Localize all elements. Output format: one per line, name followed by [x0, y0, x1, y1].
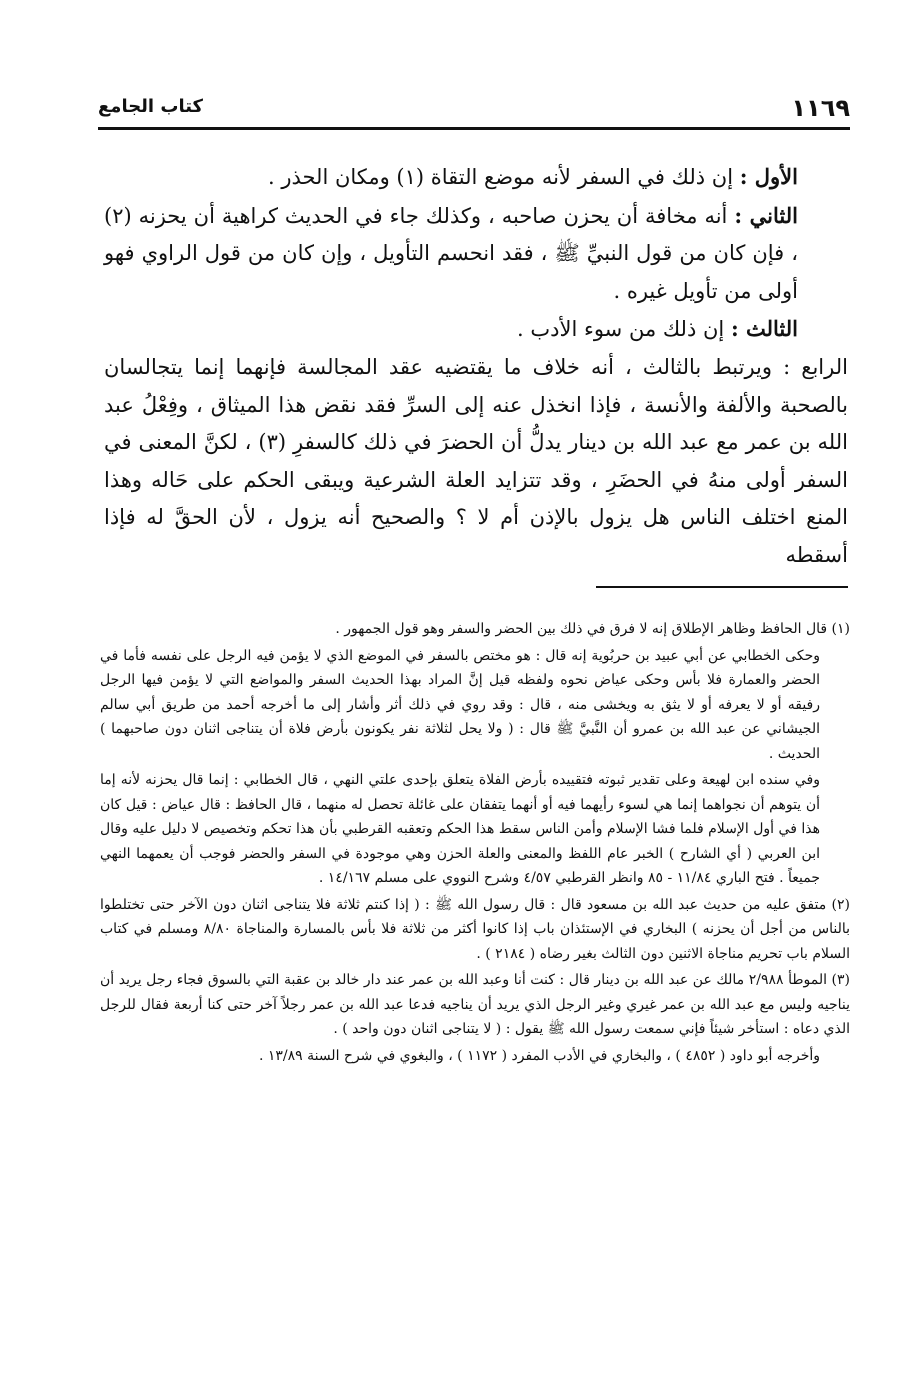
footnote-2: (٢) متفق عليه من حديث عبد الله بن مسعود قال : قال رسول الله ﷺ : ( إذا كنتم ثلاثة فلا يتناجى اثنان دون الآخر حتى تختلطوا بالناس من أجل أن يحزنه ) البخاري في الإستئذان باب إذا كانوا أكثر من ثلاثة فلا بأس بالمسارة والمناجاة ٨/٨٠ ومسلم في كتاب السلام باب تحريم مناجاة الاثنين دون الثالث بغير رضاه ( ٢١٨٤ ) . — [100, 896, 851, 962]
label-second: الثاني : — [734, 202, 798, 228]
running-title: كتاب الجامع — [98, 96, 204, 117]
label-fourth: الرابع : — [783, 354, 848, 379]
footnote-3: (٣) الموطأ ٢/٩٨٨ مالك عن عبد الله بن دينار قال : كنت أنا وعبد الله بن عمر عند دار خالد بن عقبة التي بالسوق فجاء رجل يريد أن يناجيه وليس مع عبد الله بن عمر غيري وغير الرجل الذي يريد أن يناجيه فدعا عبد الله بن عمر رجلاً آخر حتى كنا أربعة فقال للرجل الذي دعاه : استأخر شيئاً فإني سمعت رسول الله ﷺ يقول : ( لا يتناجى اثنان دون واحد ) . — [100, 972, 850, 1037]
footnote-1-khattabi: وحكى الخطابي عن أبي عبيد بن حربُوية إنه قال : هو مختص بالسفر في الموضع الذي لا يؤمن فيه الرجل على نفسه فأما في الحضر والعمارة فلا بأس وحكى عياض نحوه ولفظه قيل إنَّ المراد بهذا الحديث السفر والمواضع التي لا يؤمن فيها الرجل رفيقه أو لا يعرفه أو لا يثق به ويخشى منه ، قال : وقد روي في ذلك أثر وأشار إلى ما أخرجه أحمد من طريق أبي سالم الجيشاني عن عبد الله بن عمرو أن النَّبيَّ ﷺ قال : ( ولا يحل لثلاثة نفر يكونون بأرض فلاة أن يتناجى اثنان دون صاحبهما ) الحديث . — [100, 647, 820, 762]
main-text — [104, 158, 848, 575]
footnote-1-commentary: وفي سنده ابن لهيعة وعلى تقدير ثبوته فتقييده بأرض الفلاة يتعلق بإحدى علتي النهي ، قال الخطابي : إنما قال يحزنه لأنه إما أن يتوهم أن نجواهما إنما هي لسوء رأيهما فيه أو أنهما يتفقان على غائلة تحصل له منهما ، قال الحافظ : قال عياض : قيل كان هذا في أول الإسلام فلما فشا الإسلام وأمن الناس سقط هذا الحكم وتعقبه القرطبي بأن هذا تحكم وتخصيص لا دليل عليه وقال ابن العربي ( أي الشارح ) الخبر عام اللفظ والمعنى والعلة الحزن وهي موجودة في السفر والحضر فوجب أن يعمهما النهي جميعاً . فتح الباري ١١/٨٤ - ٨٥ وانظر القرطبي ٤/٥٧ وشرح النووي على مسلم ١٤/١٦٧ . — [100, 772, 820, 886]
label-third: الثالث : — [730, 316, 798, 342]
text-first: إن ذلك في السفر لأنه موضع التقاة (١) ومكان الحذر . — [267, 165, 734, 189]
paragraph-fourth — [104, 349, 848, 575]
paragraph-second — [104, 197, 848, 311]
text-fourth: ويرتبط بالثالث ، أنه خلاف ما يقتضيه عقد المجالسة فإنهما إنما يتجالسان بالصحبة والألفة والأنسة ، فإذا انخذل عنه إلى السرِّ فقد نقض هذا الميثاق ، وفِعْلُ عبد الله بن عمر مع عبد الله بن دينار يدلُّ أن الحضرَ في ذلك كالسفرِ (٣) ، لكنَّ المعنى في السفر أولى منهُ في الحضَرِ ، وقد تتزايد العلة الشرعية ويبقى الحكم على حَاله وهذا المنع اختلف الناس هل يزول بالإذن أم لا ؟ والصحيح أنه يزول ، لأن الحقَّ له فإذا أسقطه — [104, 354, 848, 567]
header-rule — [98, 127, 850, 130]
footnote-1-intro: (١) قال الحافظ وظاهر الإطلاق إنه لا فرق في ذلك بين الحضر والسفر وهو قول الجمهور . — [335, 621, 850, 637]
text-second: أنه مخافة أن يحزن صاحبه ، وكذلك جاء في الحديث كراهية أن يحزنه (٢) ، فإن كان من قول النبيِّ ﷺ ، فقد انحسم التأويل ، وإن كان من قول الراوي فهو أولى من تأويل غيره . — [104, 203, 798, 303]
page-header — [98, 92, 850, 128]
text-third: إن ذلك من سوء الأدب . — [517, 317, 725, 342]
page-number: ١١٦٩ — [791, 94, 850, 122]
footnotes — [100, 617, 850, 1070]
paragraph-first — [104, 158, 848, 197]
footnote-separator — [596, 586, 848, 588]
label-first: الأول : — [739, 164, 798, 189]
footnote-3-sources: وأخرجه أبو داود ( ٤٨٥٢ ) ، والبخاري في الأدب المفرد ( ١١٧٢ ) ، والبغوي في شرح السنة ١٣/٨٩ . — [258, 1047, 820, 1064]
paragraph-third — [104, 310, 848, 349]
